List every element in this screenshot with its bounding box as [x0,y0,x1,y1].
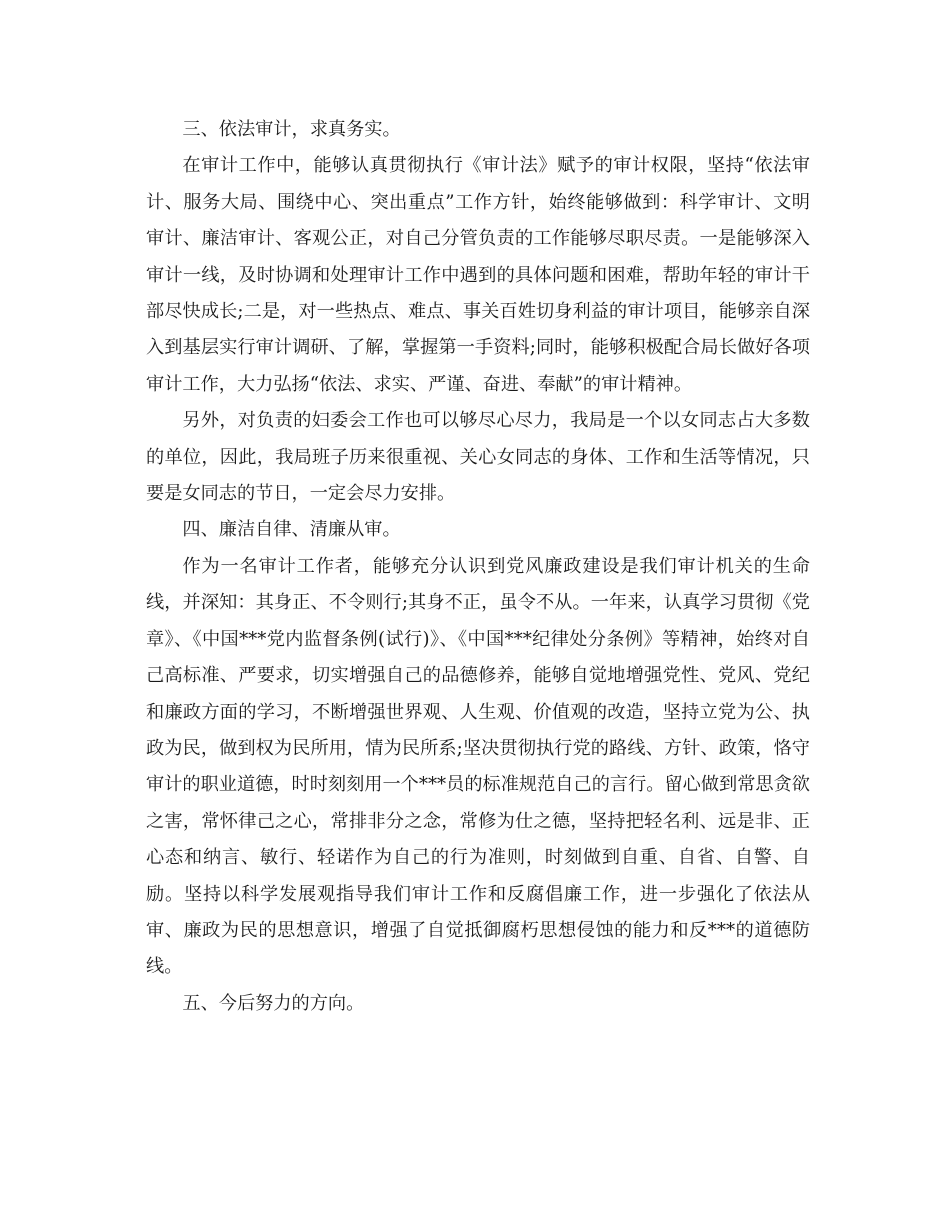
paragraph-integrity: 作为一名审计工作者，能够充分认识到党风廉政建设是我们审计机关的生命线，并深知：其身正、不令则行;其身不正，虽令不从。一年来，认真学习贯彻《党章》、《中国***党内监督条例(试行)》、《中国***纪律处分条例》等精神，始终对自己高标准、严要求，切实增强自己的品德修养，能够自觉地增强党性、党风、党纪和廉政方面的学习，不断增强世界观、人生观、价值观的改造，坚持立党为公、执政为民，做到权为民所用，情为民所系;坚决贯彻执行党的路线、方针、政策，恪守审计的职业道德，时时刻刻用一个***员的标准规范自己的言行。留心做到常思贪欲之害，常怀律己之心，常排非分之念，常修为仕之德，坚持把轻名利、远是非、正心态和纳言、敏行、轻诺作为自己的行为准则，时刻做到自重、自省、自警、自励。坚持以科学发展观指导我们审计工作和反腐倡廉工作，进一步强化了依法从审、廉政为民的思想意识，增强了自觉抵御腐朽思想侵蚀的能力和反***的道德防线。 [146,555,810,978]
section-heading-future-direction: 五、今后努力的方向。 [182,992,365,1014]
section-heading-integrity: 四、廉洁自律、清廉从审。 [182,519,401,541]
document-body [146,112,810,1022]
section-heading-lawful-audit: 三、依法审计，求真务实。 [182,119,401,140]
paragraph-audit-work: 在审计工作中，能够认真贯彻执行《审计法》赋予的审计权限，坚持“依法审计、服务大局、围绕中心、突出重点”工作方针，始终能够做到：科学审计、文明审计、廉洁审计、客观公正，对自己分管负责的工作能够尽职尽责。一是能够深入审计一线，及时协调和处理审计工作中遇到的具体问题和困难，帮助年轻的审计干部尽快成长;二是，对一些热点、难点、事关百姓切身利益的审计项目，能够亲自深入到基层实行审计调研、了解，掌握第一手资料;同时，能够积极配合局长做好各项审计工作，大力弘扬“依法、求实、严谨、奋进、奉献”的审计精神。 [146,155,810,395]
paragraph-womens-committee: 另外，对负责的妇委会工作也可以够尽心尽力，我局是一个以女同志占大多数的单位，因此，我局班子历来很重视、关心女同志的身体、工作和生活等情况，只要是女同志的节日，一定会尽力安排。 [146,410,810,505]
